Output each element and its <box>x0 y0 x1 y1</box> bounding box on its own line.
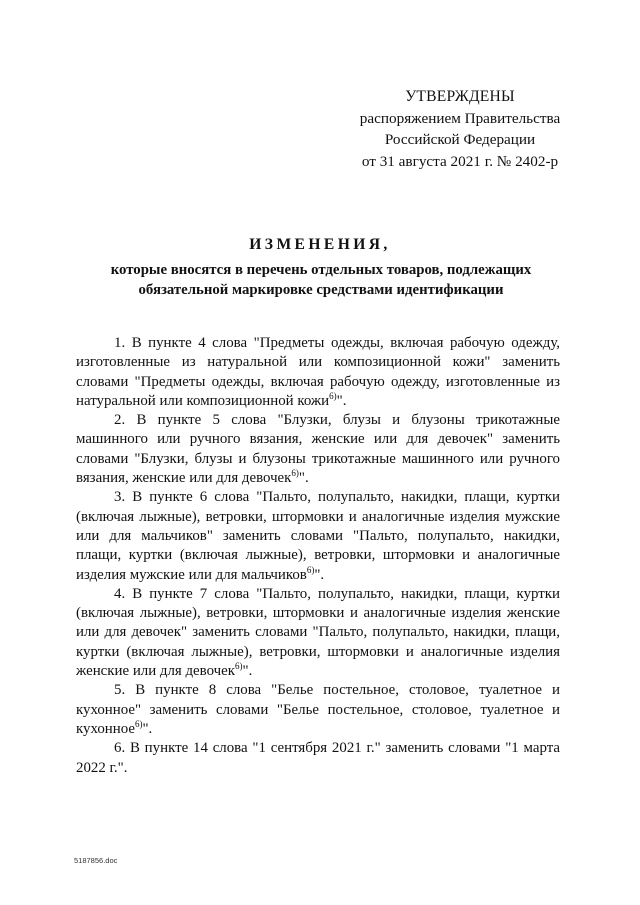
document-title: ИЗМЕНЕНИЯ, <box>249 236 391 253</box>
paragraph-end: ". <box>298 470 309 487</box>
footnote-ref: 6) <box>235 661 243 672</box>
footnote-ref: 6) <box>291 468 299 479</box>
paragraph-text: 2. В пункте 5 слова "Блузки, блузы и блузоны трикотажные машинного или ручного вязания, женские или для девочек" заменить словами "Блузки, блузы и блузоны трикотажные машинного или ручного вязания, женские или для девочек <box>76 412 560 487</box>
paragraph-end: ". <box>242 663 253 680</box>
paragraph-2 <box>76 411 560 488</box>
paragraph-text: 5. В пункте 8 слова "Белье постельное, столовое, туалетное и кухонное" заменить словами "Белье постельное, столовое, туалетное и кухонное <box>76 682 560 737</box>
paragraph-4 <box>76 585 560 681</box>
approval-line-1: распоряжением Правительства <box>359 109 561 127</box>
subtitle-line-2: обязательной маркировке средствами идентификации <box>138 282 504 298</box>
subtitle-line-1: которые вносятся в перечень отдельных товаров, подлежащих <box>110 262 532 278</box>
paragraph-text: 4. В пункте 7 слова "Пальто, полупальто, накидки, плащи, куртки (включая лыжные), ветровки, штормовки и аналогичные изделия женские или для девочек" заменить словами "Пальто, полупальто, накидки, плащи, куртки (включая лыжные), ветровки, штормовки и аналогичные изделия женские или для девочек <box>76 585 560 680</box>
paragraph-text: 1. В пункте 4 слова "Предметы одежды, включая рабочую одежду, изготовленные из натуральной или композиционной кожи" заменить словами "Предметы одежды, включая рабочую одежду, изготовленные из натуральной или композиционной кожи <box>76 335 560 409</box>
file-name-footer: 5187856.doc <box>74 856 118 865</box>
document-body <box>76 334 560 778</box>
approval-heading: УТВЕРЖДЕНЫ <box>405 88 515 105</box>
approval-line-2: Российской Федерации <box>384 131 536 148</box>
approval-line-3: от 31 августа 2021 г. № 2402-р <box>361 152 559 170</box>
paragraph-3 <box>76 488 560 584</box>
footnote-ref: 6) <box>329 390 337 401</box>
paragraph-text: 3. В пункте 6 слова "Пальто, полупальто, накидки, плащи, куртки (включая лыжные), ветровки, штормовки и аналогичные изделия мужские или для мальчиков" заменить словами "Пальто, полупальто, накидки, плащи, куртки (включая лыжные), ветровки, штормовки и аналогичные изделия мужские или для мальчиков <box>76 489 560 583</box>
footnote-ref: 6) <box>134 718 143 729</box>
footnote-ref: 6) <box>306 564 315 575</box>
paragraph-end: ". <box>314 566 325 583</box>
paragraph-text: 6. В пункте 14 слова "1 сентября 2021 г." заменить словами "1 марта 2022 г.". <box>76 740 560 776</box>
paragraph-5 <box>76 681 560 739</box>
paragraph-6 <box>76 739 560 778</box>
paragraph-1 <box>76 334 560 411</box>
paragraph-end: ". <box>336 392 347 409</box>
approval-block <box>330 86 590 172</box>
paragraph-end: ". <box>142 720 153 737</box>
document-subtitle <box>100 260 542 300</box>
